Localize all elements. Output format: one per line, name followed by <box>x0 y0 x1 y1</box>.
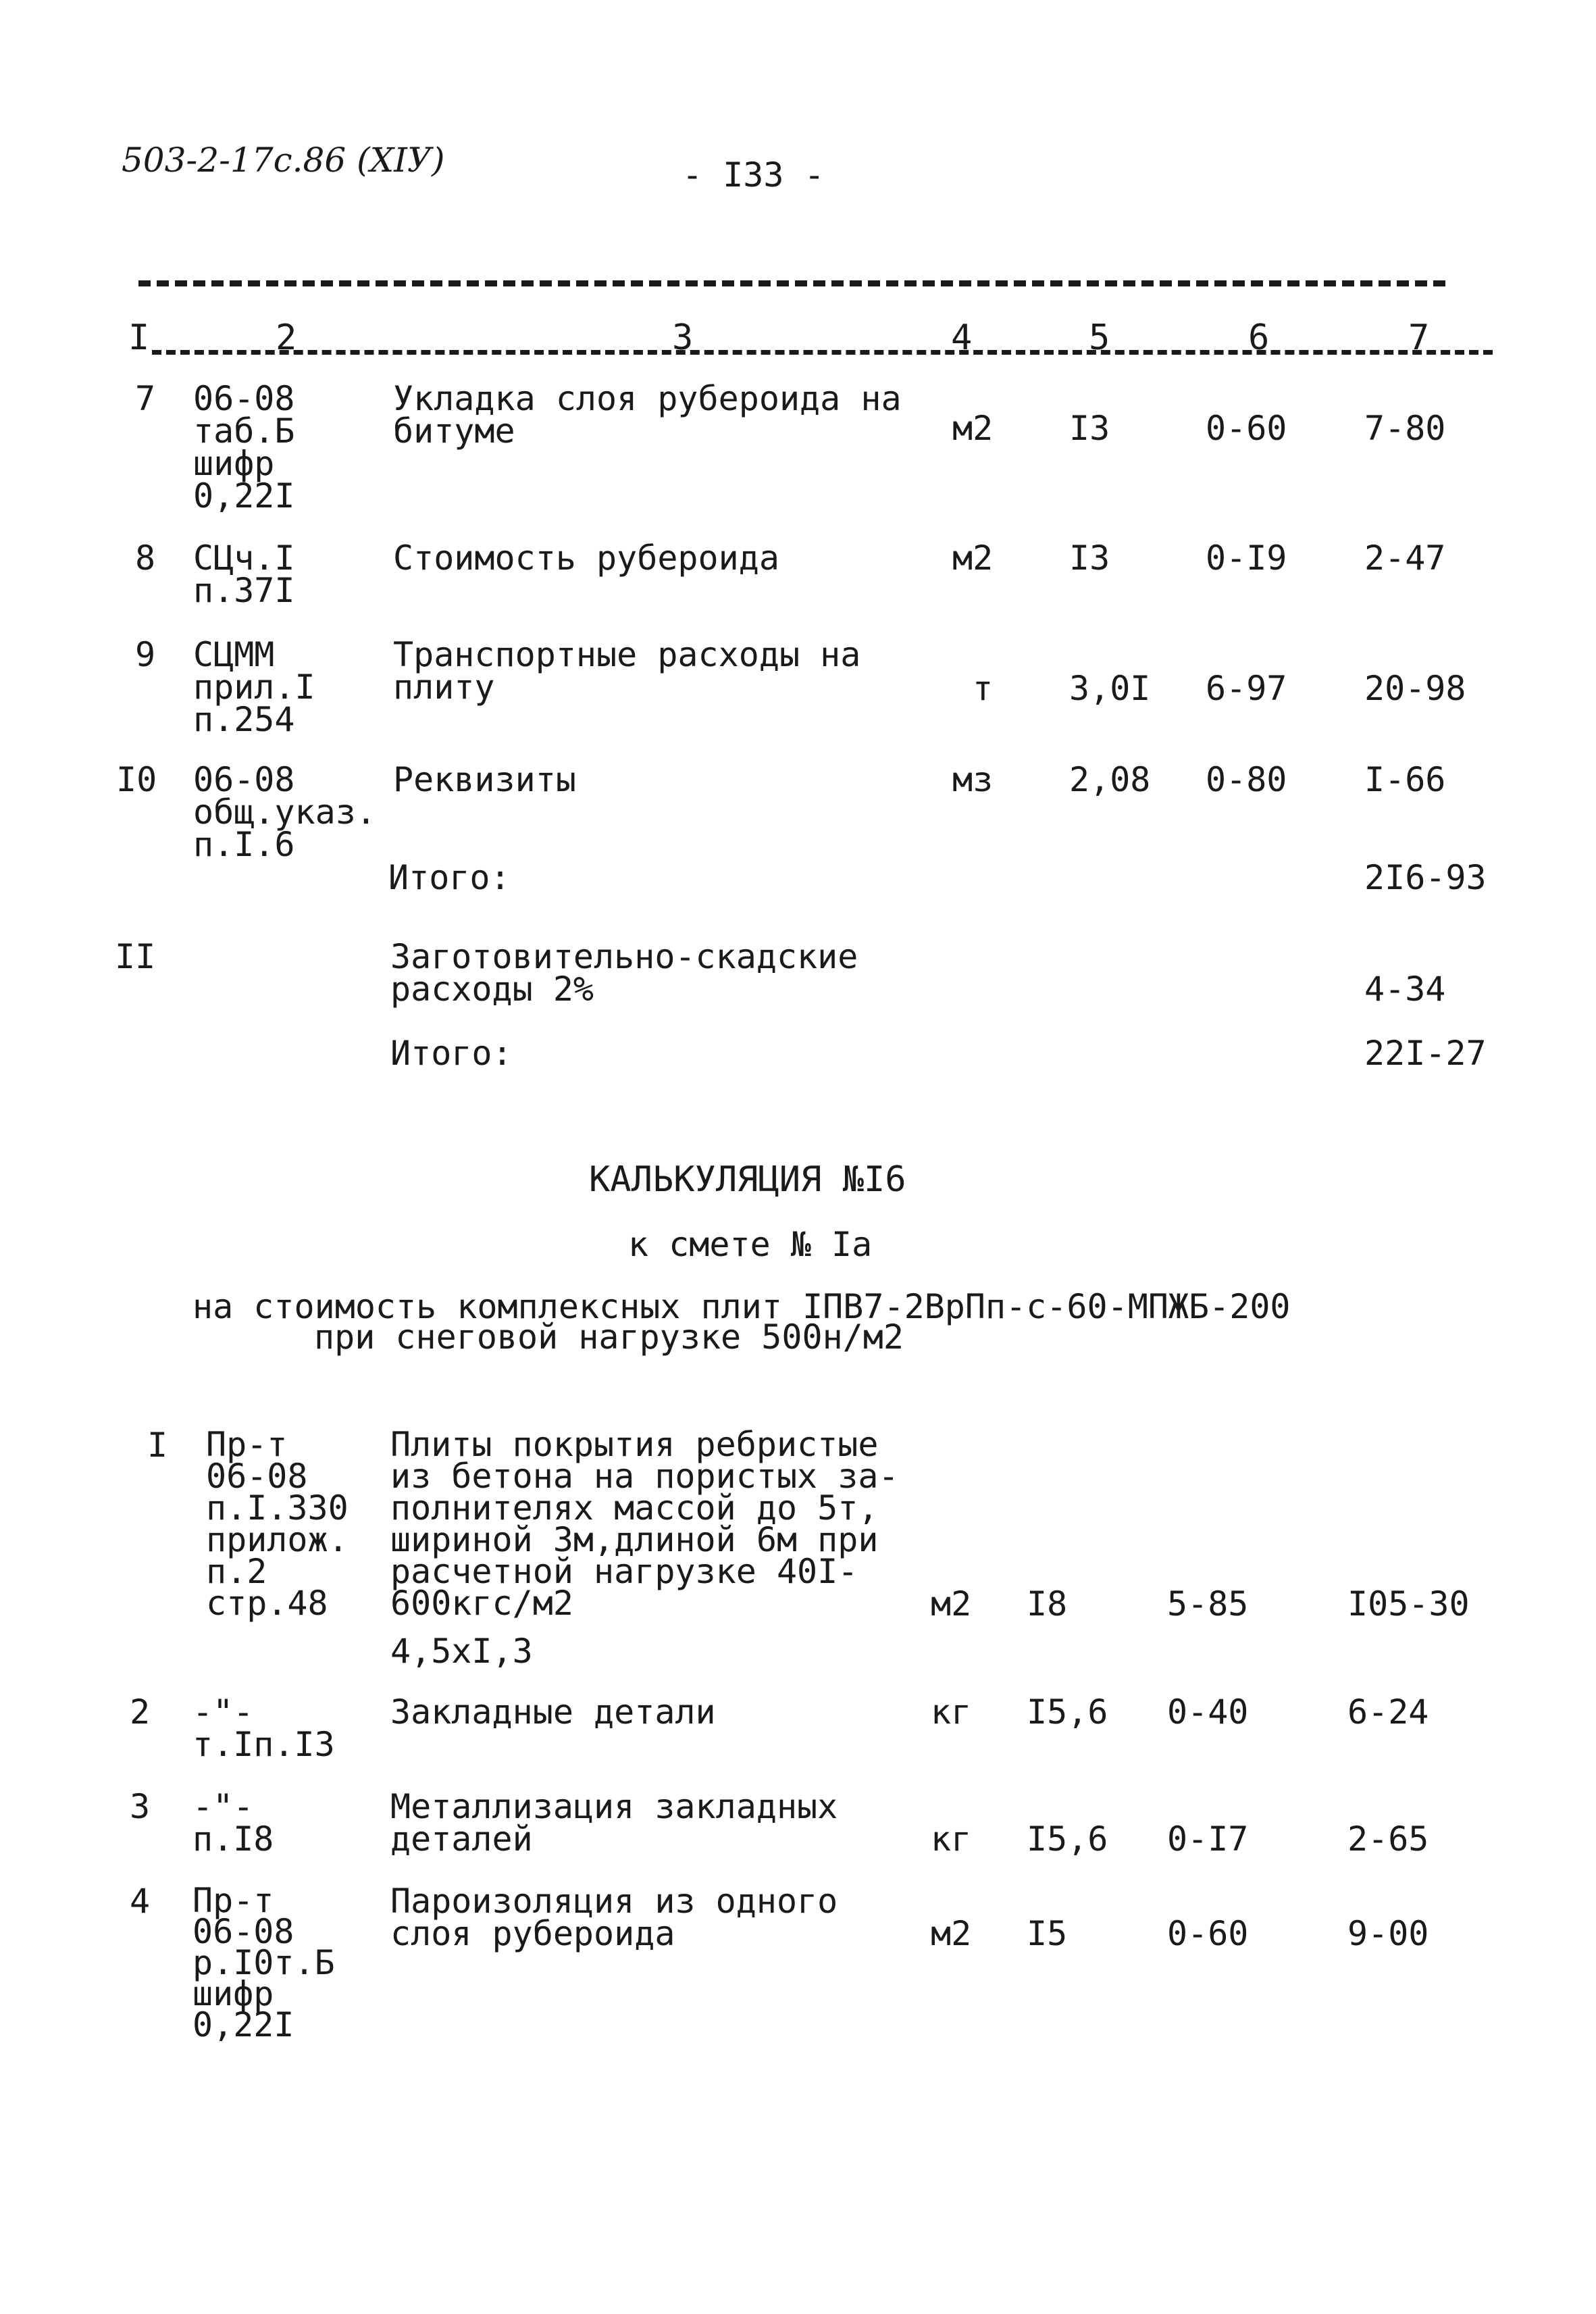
row-9-quantity: 3,0I <box>1069 669 1151 708</box>
row-7-description: Укладка слоя рубероида на битуме <box>393 379 902 451</box>
item-1-reference: Пр-т 06-08 п.I.330 прилож. п.2 стр.48 <box>206 1425 349 1623</box>
row-7-price: 0-60 <box>1206 409 1287 448</box>
column-header-3: 3 <box>672 318 694 358</box>
row-11-number: II <box>115 937 156 976</box>
item-3-quantity: I5,6 <box>1027 1819 1108 1859</box>
calculation-description-line-2: при снеговой нагрузке 500н/м2 <box>314 1317 904 1357</box>
column-header-2: 2 <box>276 318 297 358</box>
item-2-price: 0-40 <box>1167 1692 1249 1732</box>
row-9-reference: СЦММ прил.I п.254 <box>193 635 315 739</box>
calculation-description-line-1: на стоимость комплексных плит IПВ7-2ВрПп-с-60-МПЖБ-200 <box>192 1287 1291 1326</box>
item-1-total: I05-30 <box>1347 1584 1470 1624</box>
row-7-number: 7 <box>135 379 156 418</box>
row-9-description: Транспортные расходы на плиту <box>393 635 861 707</box>
item-1-price: 5-85 <box>1167 1584 1249 1624</box>
calculation-title: КАЛЬКУЛЯЦИЯ №I6 <box>589 1159 906 1200</box>
item-4-number: 4 <box>130 1882 151 1921</box>
item-2-number: 2 <box>130 1692 151 1732</box>
row-8-unit: м2 <box>952 538 994 578</box>
item-2-total: 6-24 <box>1347 1692 1429 1732</box>
row-10-price: 0-80 <box>1206 760 1287 799</box>
subtotal-2-label: Итого: <box>390 1034 513 1073</box>
row-9-number: 9 <box>135 635 156 674</box>
item-2-description: Закладные детали <box>390 1692 716 1732</box>
row-8-number: 8 <box>135 538 156 578</box>
item-1-number: I <box>147 1426 168 1465</box>
item-2-unit: кг <box>931 1692 972 1732</box>
row-8-reference: СЦч.I п.37I <box>193 538 295 610</box>
calculation-subtitle: к смете № Iа <box>628 1225 873 1264</box>
row-10-reference: 06-08 общ.указ. п.I.6 <box>193 760 376 864</box>
row-10-unit: мз <box>952 760 994 799</box>
item-3-unit: кг <box>931 1819 972 1859</box>
column-header-1: I <box>128 318 150 358</box>
item-2-reference: -"- т.Iп.I3 <box>192 1692 335 1764</box>
item-4-quantity: I5 <box>1027 1914 1068 1953</box>
row-10-total: I-66 <box>1364 760 1446 799</box>
subtotal-1-label: Итого: <box>388 858 511 897</box>
table-top-dashed-rule <box>138 280 1445 286</box>
row-10-description: Реквизиты <box>393 760 576 799</box>
column-header-dashed-rule <box>152 350 1493 355</box>
item-4-unit: м2 <box>931 1914 972 1953</box>
column-header-4: 4 <box>951 318 973 358</box>
subtotal-2-total: 22I-27 <box>1364 1034 1487 1073</box>
item-1-description: Плиты покрытия ребристые из бетона на пористых за- полнителях массой до 5т, шириной 3м,длиной 6м при расчетной нагрузке 40I- 600кгс/м2 <box>390 1425 899 1623</box>
page-number: - I33 - <box>682 155 825 195</box>
item-3-description: Металлизация закладных деталей <box>390 1787 838 1859</box>
row-8-description: Стоимость рубероида <box>393 538 779 578</box>
item-4-reference: Пр-т 06-08 р.I0т.Б шифр 0,22I <box>192 1881 335 2044</box>
column-header-7: 7 <box>1408 318 1430 358</box>
row-8-total: 2-47 <box>1364 538 1446 578</box>
row-11-total: 4-34 <box>1364 970 1446 1009</box>
row-9-price: 6-97 <box>1206 669 1287 708</box>
row-7-reference: 06-08 таб.Б шифр 0,22I <box>193 379 295 515</box>
item-4-total: 9-00 <box>1347 1914 1429 1953</box>
column-header-6: 6 <box>1248 318 1270 358</box>
row-9-unit: т <box>973 669 994 708</box>
item-4-price: 0-60 <box>1167 1914 1249 1953</box>
subtotal-1-total: 2I6-93 <box>1364 858 1487 897</box>
item-1-quantity: I8 <box>1027 1584 1068 1624</box>
row-9-total: 20-98 <box>1364 669 1466 708</box>
row-10-number: I0 <box>116 760 157 799</box>
row-7-unit: м2 <box>952 409 994 448</box>
item-1-dimensions: 4,5хI,3 <box>390 1632 533 1671</box>
item-1-unit: м2 <box>931 1584 972 1624</box>
item-3-total: 2-65 <box>1347 1819 1429 1859</box>
row-7-quantity: I3 <box>1069 409 1110 448</box>
item-4-description: Пароизоляция из одного слоя рубероида <box>390 1882 838 1953</box>
row-8-quantity: I3 <box>1069 538 1110 578</box>
row-8-price: 0-I9 <box>1206 538 1287 578</box>
row-11-description: Заготовительно-скадские расходы 2% <box>390 937 858 1009</box>
column-header-5: 5 <box>1089 318 1110 358</box>
row-7-total: 7-80 <box>1364 409 1446 448</box>
item-3-reference: -"- п.I8 <box>192 1787 274 1859</box>
item-3-number: 3 <box>130 1787 151 1826</box>
document-code: 503-2-17с.86 (XIУ) <box>122 141 445 180</box>
row-10-quantity: 2,08 <box>1069 760 1151 799</box>
item-3-price: 0-I7 <box>1167 1819 1249 1859</box>
item-2-quantity: I5,6 <box>1027 1692 1108 1732</box>
